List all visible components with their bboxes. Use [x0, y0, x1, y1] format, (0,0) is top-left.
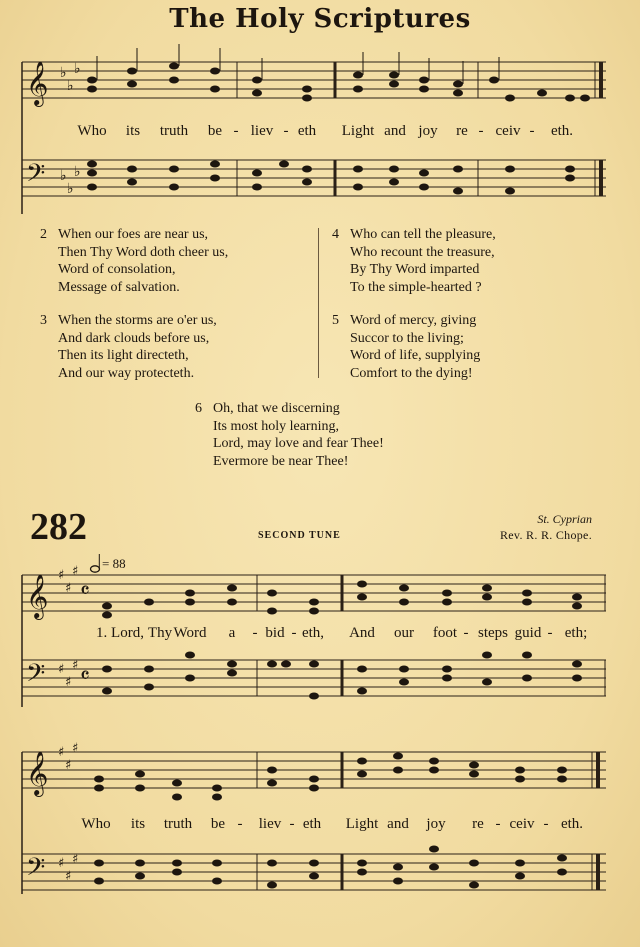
svg-text:♯: ♯ [65, 675, 72, 690]
verse-line: Who recount the treasure, [350, 244, 495, 260]
lyric-syllable: Who [77, 123, 107, 139]
svg-text:𝄴: 𝄴 [80, 663, 90, 688]
lyric-syllable: eth. [560, 816, 584, 832]
verse-line: Word of consolation, [58, 262, 176, 277]
svg-text:♯: ♯ [58, 662, 65, 677]
verse-divider [318, 228, 319, 378]
svg-text:♯: ♯ [65, 758, 72, 773]
verse-line: To the simple-hearted ? [350, 279, 482, 295]
treble-staff-2 [22, 565, 612, 625]
lyric-syllable: guid [514, 625, 542, 641]
lyric-syllable: - [463, 625, 469, 641]
lyric-syllable: - [237, 816, 243, 832]
verse-2 [40, 226, 229, 296]
verse-line: Word of life, supplying [350, 348, 481, 363]
lyric-syllable: re [456, 123, 468, 139]
lyric-syllable: be [207, 123, 223, 139]
tune-name: St. Cyprian [537, 512, 592, 526]
lyric-syllable: and [384, 123, 406, 139]
lyric-syllable: Light [341, 123, 375, 139]
tempo-marking: = 88 [102, 556, 126, 571]
hymn-number: 282 [30, 506, 87, 548]
notes-treble-1 [87, 63, 590, 102]
lyric-syllable: And [349, 625, 375, 641]
verse-line: Word of mercy, giving [350, 313, 477, 328]
verse-line: Then its light directeth, [58, 348, 189, 363]
svg-text:𝄞: 𝄞 [26, 61, 49, 105]
lyric-syllable: - [289, 816, 295, 832]
verse-line: Then Thy Word doth cheer us, [58, 244, 229, 260]
svg-text:♭: ♭ [60, 168, 67, 184]
verse-line: Message of salvation. [58, 279, 180, 295]
svg-text:♭: ♭ [74, 61, 81, 77]
lyric-syllable: - [283, 123, 289, 139]
svg-text:𝄞: 𝄞 [26, 751, 49, 795]
verse-line: Oh, that we discerning [213, 401, 340, 416]
verse-number: 4 [332, 227, 339, 242]
lyric-syllable: joy [426, 816, 446, 832]
svg-text:♯: ♯ [72, 852, 79, 867]
bass-staff-1 [22, 150, 612, 210]
lyric-syllable: eth. [550, 123, 574, 139]
lyric-syllable: - [529, 123, 535, 139]
lyrics-line-3 [0, 816, 640, 836]
treble-staff-1 [22, 52, 612, 112]
svg-text:♯: ♯ [72, 658, 79, 673]
lyric-syllable: its [125, 123, 141, 139]
svg-text:♯: ♯ [58, 745, 65, 760]
svg-text:♯: ♯ [65, 869, 72, 884]
verse-3 [40, 312, 217, 382]
svg-text:𝄴: 𝄴 [80, 578, 90, 603]
verse-number: 3 [40, 313, 47, 328]
verse-line: And our way protecteth. [58, 365, 195, 381]
lyric-syllable: its [130, 816, 146, 832]
verse-line: When the storms are o'er us, [58, 313, 217, 328]
treble-staff-3 [22, 742, 612, 802]
svg-text:♯: ♯ [58, 568, 65, 583]
svg-text:♭: ♭ [74, 164, 81, 180]
lyric-syllable: - [543, 816, 549, 832]
svg-text:♯: ♯ [58, 856, 65, 871]
lyric-syllable: Thy [147, 625, 173, 641]
lyric-syllable: - [233, 123, 239, 139]
lyric-syllable: bid [265, 625, 285, 641]
lyric-syllable: ceiv [509, 816, 535, 832]
composer-credit: Rev. R. R. Chope. [500, 528, 592, 542]
verse-line: Lord, may love and fear Thee! [213, 436, 384, 451]
svg-text:𝄢: 𝄢 [26, 659, 46, 694]
lyric-syllable: foot [432, 625, 458, 641]
verse-line: By Thy Word imparted [350, 262, 480, 277]
lyrics-line-1 [0, 123, 640, 143]
lyric-syllable: truth [159, 123, 189, 139]
lyric-syllable: ceiv [495, 123, 521, 139]
svg-text:𝄢: 𝄢 [26, 159, 46, 194]
lyric-syllable: 1. Lord, [96, 625, 144, 641]
lyric-syllable: eth; [564, 625, 588, 641]
lyric-syllable: - [547, 625, 553, 641]
lyric-syllable: a [228, 625, 236, 641]
lyric-syllable: eth [297, 123, 317, 139]
verse-4 [332, 226, 496, 296]
svg-text:♯: ♯ [72, 741, 79, 756]
verse-number: 2 [40, 227, 47, 242]
lyric-syllable: truth [163, 816, 193, 832]
svg-text:𝄞: 𝄞 [26, 574, 49, 618]
verse-5 [332, 312, 481, 382]
verse-number: 5 [332, 313, 339, 328]
svg-text:♭: ♭ [60, 65, 67, 81]
lyric-syllable: eth, [301, 625, 325, 641]
bass-staff-2 [22, 650, 612, 710]
verse-line: Succor to the living; [350, 330, 464, 346]
page-title: The Holy Scriptures [169, 4, 471, 34]
svg-text:♭: ♭ [67, 78, 74, 94]
lyric-syllable: steps [478, 625, 508, 641]
lyric-syllable: our [394, 625, 414, 641]
lyric-syllable: eth [302, 816, 322, 832]
lyric-syllable: Who [81, 816, 111, 832]
lyric-syllable: liev [250, 123, 274, 139]
verse-number: 6 [195, 401, 202, 416]
lyric-syllable: be [210, 816, 226, 832]
verse-line: Evermore be near Thee! [213, 453, 349, 469]
bass-staff-3 [22, 844, 612, 904]
verse-line: Who can tell the pleasure, [350, 227, 496, 242]
svg-text:♭: ♭ [67, 181, 74, 197]
lyric-syllable: - [252, 625, 258, 641]
lyric-syllable: - [495, 816, 501, 832]
verse-6 [195, 400, 384, 470]
svg-text:𝄢: 𝄢 [26, 853, 46, 888]
lyric-syllable: Word [173, 625, 207, 641]
svg-text:♯: ♯ [72, 564, 79, 579]
lyrics-line-2 [0, 625, 640, 645]
svg-text:♯: ♯ [65, 581, 72, 596]
lyric-syllable: liev [258, 816, 282, 832]
lyric-syllable: re [472, 816, 484, 832]
second-tune-label: SECOND TUNE [258, 530, 341, 541]
lyric-syllable: Light [345, 816, 379, 832]
verse-line: Comfort to the dying! [350, 365, 473, 381]
lyric-syllable: joy [418, 123, 438, 139]
verse-line: When our foes are near us, [58, 227, 209, 242]
lyric-syllable: - [478, 123, 484, 139]
verse-line: And dark clouds before us, [58, 330, 210, 346]
verse-line: Its most holy learning, [213, 418, 339, 434]
lyric-syllable: - [291, 625, 297, 641]
lyric-syllable: and [387, 816, 409, 832]
